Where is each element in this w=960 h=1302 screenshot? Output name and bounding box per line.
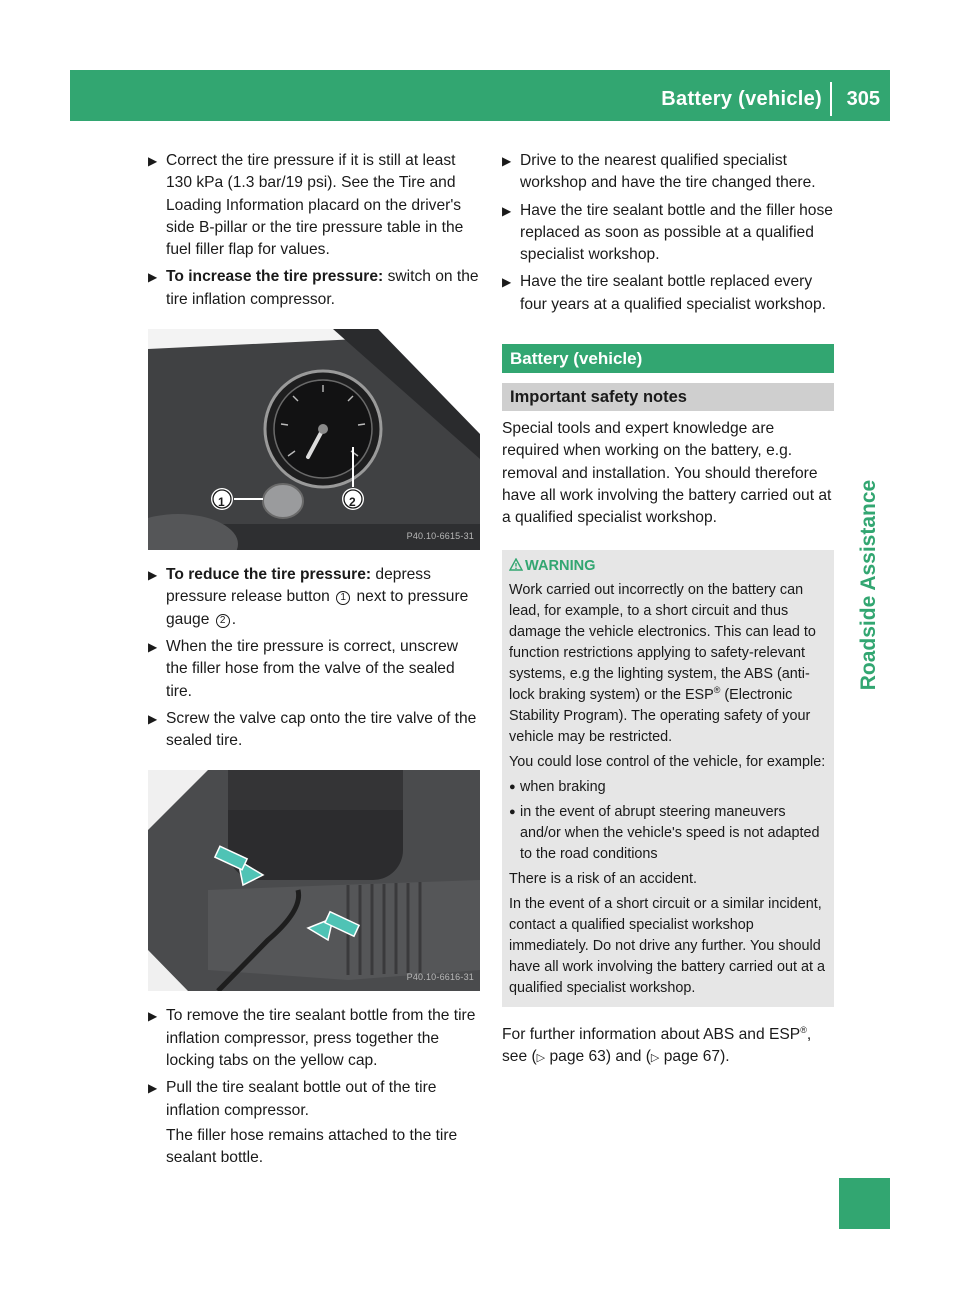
step-text: Have the tire sealant bottle and the filler hose replaced as soon as possible at a qualified specialist workshop. [520,201,833,264]
instruction-step [148,564,480,631]
instruction-step [148,708,480,753]
further-info-paragraph [502,1024,834,1070]
step-heading: To increase the tire pressure: [166,268,384,286]
instruction-step [502,150,834,195]
warning-paragraph [509,580,827,748]
figure-code: P40.10-6615-31 [406,530,474,541]
callout-1-ref: 1 [336,591,350,605]
step-arrow-icon: ▶ [148,639,158,654]
step-text: Drive to the nearest qualified specialist workshop and have the tire changed there. [520,152,816,192]
page-link-63[interactable]: page 63) and ( [545,1047,651,1065]
step-text: To remove the tire sealant bottle from the tire inflation compressor, press together the locking tabs on the yellow cap. [166,1007,476,1070]
warning-paragraph: You could lose control of the vehicle, for example: [509,753,826,770]
section-title: Battery (vehicle) [502,344,834,373]
warning-title: WARNING [525,557,596,574]
compressor-gauge-illustration [148,329,480,550]
bullet-icon: ● [509,780,516,793]
step-text: depress pressure release button [166,566,431,606]
chapter-label: Roadside Assistance [857,479,880,691]
bullet-text: in the event of abrupt steering maneuvers and/or when the vehicle's speed is not adapted to the road conditions [520,803,820,862]
instruction-step [148,1005,480,1072]
callout-1-label: 1 [218,495,225,510]
warning-heading [509,556,827,577]
warning-text: (Electronic Stability Program). The operating safety of your vehicle may be restricted. [509,686,811,745]
step-heading: To reduce the tire pressure: [166,566,372,584]
figure-code: P40.10-6616-31 [406,972,474,983]
chapter-side-tab [839,420,890,750]
step-note: The filler hose remains attached to the tire sealant bottle. [166,1126,458,1167]
step-text: Pull the tire sealant bottle out of the tire inflation compressor. [166,1079,437,1119]
instruction-step [148,266,480,311]
page-number: 305 [846,88,880,110]
instruction-step [148,1077,480,1122]
step-arrow-icon: ▶ [148,270,158,285]
step-text: switch on the tire inflation compressor. [166,268,479,308]
header-title: Battery (vehicle) [661,88,822,110]
step-text: next to pressure gauge [166,588,469,628]
page-link-67[interactable]: page 67). [659,1047,730,1065]
bullet-text: when braking [520,778,606,795]
step-text: Correct the tire pressure if it is still at least 130 kPa (1.3 bar/19 psi). See the Tire and Loading Information placard on the driver's side B-pillar or the tire pressure table in the fuel filler flap for values. [166,152,464,259]
intro-paragraph: Special tools and expert knowledge are required when working on the battery, e.g. removal and installation. You should therefore have all work involving the battery carried out at a qualified specialist workshop. [502,420,832,527]
compressor-gauge-figure [148,329,480,550]
warning-text: Work carried out incorrectly on the battery can lead, for example, to a short circuit and thus damage the vehicle electronics. This can lead to function restrictions applying to safety-relevant systems, e.g the lighting system, the ABS (anti-lock braking system) or the ESP [509,581,816,703]
further-text: , see ( [502,1025,812,1065]
registered-mark: ® [713,684,721,695]
chapter-marker-block [839,1178,890,1229]
step-text: Screw the valve cap onto the tire valve of the sealed tire. [166,709,477,750]
page-ref-arrow-icon: ▷ [536,1051,546,1064]
step-arrow-icon: ▶ [502,154,512,168]
step-arrow-icon: ▶ [148,1009,158,1024]
step-arrow-icon: ▶ [148,568,158,583]
warning-bullet [509,777,827,798]
instruction-step [148,636,480,703]
instruction-step [148,150,480,261]
step-text: . [231,610,237,628]
page-ref-arrow-icon: ▷ [650,1051,660,1064]
further-text: For further information about ABS and ESP [502,1025,801,1043]
sealant-bottle-figure [148,770,480,991]
step-arrow-icon: ▶ [148,154,158,168]
step-text: Have the tire sealant bottle replaced every four years at a qualified specialist workshop. [520,273,826,313]
instruction-step [502,200,834,267]
page-header [70,70,890,121]
warning-paragraph: There is a risk of an accident. [509,870,697,887]
header-divider [830,82,832,116]
callout-2-ref: 2 [216,614,230,628]
warning-triangle-icon [509,558,523,571]
left-column [148,150,480,1175]
warning-paragraph: In the event of a short circuit or a similar incident, contact a qualified specialist workshop immediately. Do not drive any further. You should have all work involving the battery carried out at a qualified specialist workshop. [509,895,825,996]
warning-bullet [509,802,827,865]
step-arrow-icon: ▶ [502,275,512,290]
step-arrow-icon: ▶ [148,1081,158,1096]
right-column [502,150,834,1069]
step-arrow-icon: ▶ [148,711,158,726]
subsection-title: Important safety notes [502,383,834,411]
sealant-bottle-illustration [148,770,480,991]
step-text: When the tire pressure is correct, unscrew the filler hose from the valve of the sealed tire. [166,637,459,700]
instruction-step [502,271,834,316]
step-arrow-icon: ▶ [502,203,512,218]
callout-2-label: 2 [349,495,356,510]
warning-box [502,550,834,1007]
bullet-icon: ● [509,805,516,818]
registered-mark: ® [800,1024,807,1035]
